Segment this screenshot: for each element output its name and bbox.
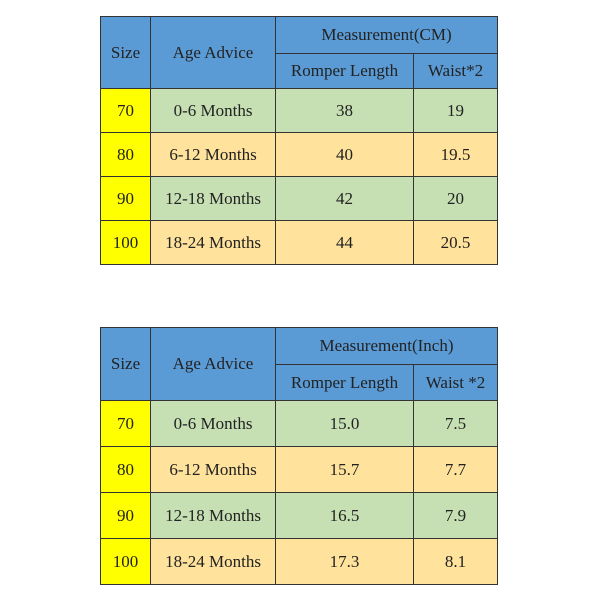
size-cell: 90	[101, 177, 151, 221]
size-cell: 90	[101, 493, 151, 539]
table-row	[101, 493, 498, 539]
length-cell: 15.7	[276, 447, 414, 493]
age-cell: 12-18 Months	[151, 177, 276, 221]
header-size: Size	[101, 17, 151, 89]
age-cell: 18-24 Months	[151, 221, 276, 265]
waist-cell: 20.5	[414, 221, 498, 265]
size-cell: 80	[101, 447, 151, 493]
length-cell: 38	[276, 89, 414, 133]
waist-cell: 8.1	[414, 539, 498, 585]
table-row	[101, 221, 498, 265]
length-cell: 40	[276, 133, 414, 177]
header-romper-length: Romper Length	[276, 54, 414, 89]
length-cell: 44	[276, 221, 414, 265]
table-row	[101, 133, 498, 177]
table-row	[101, 89, 498, 133]
age-cell: 6-12 Months	[151, 133, 276, 177]
header-romper-length: Romper Length	[276, 365, 414, 401]
table-row	[101, 177, 498, 221]
size-cell: 70	[101, 401, 151, 447]
length-cell: 15.0	[276, 401, 414, 447]
table-row	[101, 447, 498, 493]
size-cell: 100	[101, 539, 151, 585]
length-cell: 16.5	[276, 493, 414, 539]
header-age-advice: Age Advice	[151, 328, 276, 401]
age-cell: 6-12 Months	[151, 447, 276, 493]
waist-cell: 7.9	[414, 493, 498, 539]
age-cell: 12-18 Months	[151, 493, 276, 539]
header-waist: Waist*2	[414, 54, 498, 89]
size-cell: 100	[101, 221, 151, 265]
header-age-advice: Age Advice	[151, 17, 276, 89]
waist-cell: 7.7	[414, 447, 498, 493]
header-waist: Waist *2	[414, 365, 498, 401]
waist-cell: 19.5	[414, 133, 498, 177]
length-cell: 17.3	[276, 539, 414, 585]
waist-cell: 7.5	[414, 401, 498, 447]
size-chart-inch-table	[100, 327, 498, 585]
header-size: Size	[101, 328, 151, 401]
age-cell: 0-6 Months	[151, 89, 276, 133]
table-row	[101, 539, 498, 585]
header-measurement: Measurement(Inch)	[276, 328, 498, 365]
size-cell: 70	[101, 89, 151, 133]
length-cell: 42	[276, 177, 414, 221]
age-cell: 18-24 Months	[151, 539, 276, 585]
waist-cell: 19	[414, 89, 498, 133]
size-chart-cm-table	[100, 16, 498, 265]
age-cell: 0-6 Months	[151, 401, 276, 447]
table-row	[101, 401, 498, 447]
header-measurement: Measurement(CM)	[276, 17, 498, 54]
size-cell: 80	[101, 133, 151, 177]
waist-cell: 20	[414, 177, 498, 221]
